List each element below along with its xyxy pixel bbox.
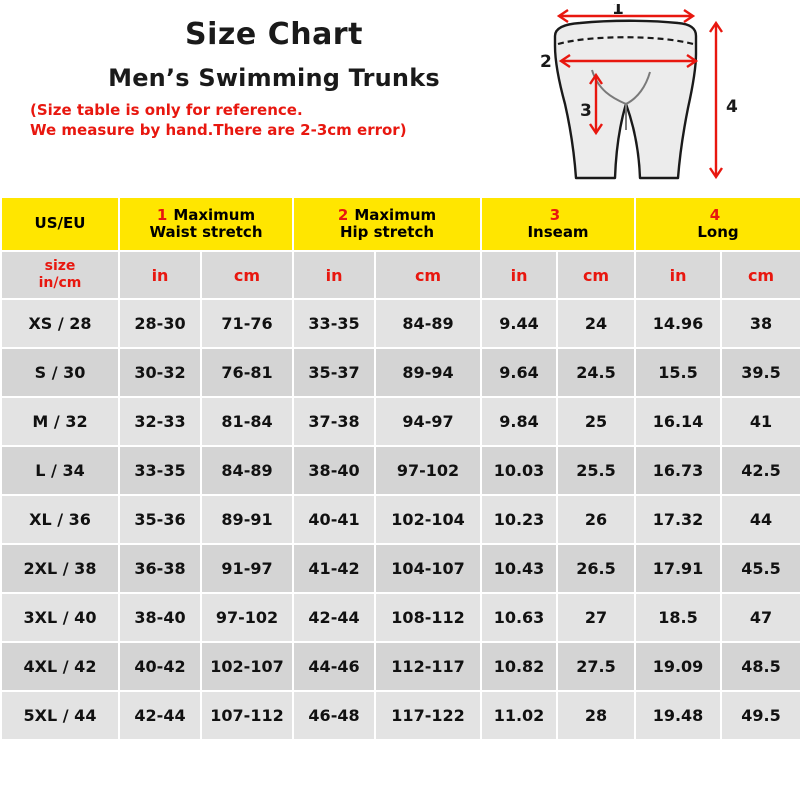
subheader-size-line2: in/cm [38,275,82,291]
cell-waist-in: 38-40 [119,593,201,642]
cell-long-cm: 41 [721,397,800,446]
cell-hip-in: 33-35 [293,299,375,348]
svg-text:1: 1 [612,4,624,19]
cell-inseam-cm: 26.5 [557,544,635,593]
cell-hip-in: 40-41 [293,495,375,544]
cell-long-cm: 38 [721,299,800,348]
cell-hip-in: 35-37 [293,348,375,397]
cell-size: 4XL / 42 [1,642,119,691]
header-inseam [481,197,635,251]
cell-waist-in: 40-42 [119,642,201,691]
table-row [1,495,800,544]
cell-inseam-cm: 27 [557,593,635,642]
reference-note-line-2: We measure by hand.There are 2-3cm error) [30,121,407,140]
cell-size: S / 30 [1,348,119,397]
header-hip-line2: Hip stretch [339,223,435,241]
cell-inseam-in: 9.64 [481,348,557,397]
header-hip-num: 2 [337,205,349,224]
cell-waist-cm: 97-102 [201,593,293,642]
cell-size: XS / 28 [1,299,119,348]
header-inseam-line1: Inseam [527,223,589,241]
table-row [1,397,800,446]
cell-long-in: 19.48 [635,691,721,740]
subheader-size [1,251,119,299]
svg-text:2: 2 [540,52,552,72]
cell-long-cm: 45.5 [721,544,800,593]
table-row [1,348,800,397]
subheader-long-cm: cm [721,251,800,299]
header-us-eu: US/EU [1,197,119,251]
cell-inseam-in: 10.43 [481,544,557,593]
table-row [1,593,800,642]
header-waist-line2: Waist stretch [149,223,263,241]
cell-long-cm: 39.5 [721,348,800,397]
cell-inseam-cm: 24.5 [557,348,635,397]
cell-size: L / 34 [1,446,119,495]
cell-inseam-in: 10.63 [481,593,557,642]
cell-size: M / 32 [1,397,119,446]
header [0,0,800,196]
svg-text:4: 4 [726,97,738,117]
reference-note [14,101,534,141]
cell-waist-cm: 84-89 [201,446,293,495]
subheader-inseam-in: in [481,251,557,299]
cell-waist-cm: 91-97 [201,544,293,593]
cell-long-in: 18.5 [635,593,721,642]
cell-hip-cm: 104-107 [375,544,481,593]
table-row [1,642,800,691]
cell-hip-cm: 108-112 [375,593,481,642]
cell-hip-in: 46-48 [293,691,375,740]
reference-note-line-1: (Size table is only for reference. [30,101,303,120]
cell-inseam-in: 10.03 [481,446,557,495]
cell-long-in: 17.91 [635,544,721,593]
cell-hip-cm: 94-97 [375,397,481,446]
cell-waist-in: 35-36 [119,495,201,544]
cell-hip-in: 37-38 [293,397,375,446]
cell-inseam-in: 9.84 [481,397,557,446]
subheader-size-line1: size [44,258,76,275]
cell-long-in: 15.5 [635,348,721,397]
cell-inseam-cm: 25.5 [557,446,635,495]
cell-long-in: 14.96 [635,299,721,348]
cell-long-cm: 48.5 [721,642,800,691]
cell-long-cm: 44 [721,495,800,544]
header-inseam-num: 3 [549,205,561,224]
svg-text:3: 3 [580,101,592,121]
trunks-illustration-svg [520,4,792,196]
cell-inseam-in: 9.44 [481,299,557,348]
title-block [14,18,534,141]
cell-waist-cm: 89-91 [201,495,293,544]
subheader-hip-cm: cm [375,251,481,299]
size-table [0,196,800,741]
cell-size: XL / 36 [1,495,119,544]
cell-size: 3XL / 40 [1,593,119,642]
cell-long-in: 17.32 [635,495,721,544]
page-subtitle: Men’s Swimming Trunks [108,63,440,92]
table-row [1,446,800,495]
cell-hip-in: 42-44 [293,593,375,642]
cell-hip-cm: 102-104 [375,495,481,544]
cell-inseam-cm: 24 [557,299,635,348]
cell-long-in: 16.14 [635,397,721,446]
cell-waist-in: 36-38 [119,544,201,593]
header-waist-line1: Maximum [173,205,256,224]
table-row [1,299,800,348]
table-row [1,691,800,740]
cell-hip-in: 41-42 [293,544,375,593]
cell-waist-in: 42-44 [119,691,201,740]
cell-waist-in: 33-35 [119,446,201,495]
cell-waist-cm: 102-107 [201,642,293,691]
cell-inseam-cm: 27.5 [557,642,635,691]
cell-inseam-cm: 25 [557,397,635,446]
cell-waist-in: 30-32 [119,348,201,397]
header-long-num: 4 [709,205,721,224]
cell-long-cm: 49.5 [721,691,800,740]
cell-hip-in: 38-40 [293,446,375,495]
header-waist-num: 1 [156,205,168,224]
cell-waist-cm: 76-81 [201,348,293,397]
cell-long-in: 19.09 [635,642,721,691]
cell-hip-cm: 84-89 [375,299,481,348]
header-waist [119,197,293,251]
header-long [635,197,800,251]
cell-inseam-in: 11.02 [481,691,557,740]
subheader-waist-in: in [119,251,201,299]
cell-inseam-cm: 26 [557,495,635,544]
swim-trunks-measure-diagram [520,4,792,196]
cell-size: 5XL / 44 [1,691,119,740]
cell-waist-cm: 107-112 [201,691,293,740]
cell-long-in: 16.73 [635,446,721,495]
cell-inseam-in: 10.82 [481,642,557,691]
table-subheader-row [1,251,800,299]
cell-hip-cm: 112-117 [375,642,481,691]
table-header-row [1,197,800,251]
cell-waist-in: 28-30 [119,299,201,348]
subheader-hip-in: in [293,251,375,299]
cell-hip-in: 44-46 [293,642,375,691]
cell-waist-in: 32-33 [119,397,201,446]
page-title: Size Chart [185,17,363,52]
cell-hip-cm: 89-94 [375,348,481,397]
header-hip [293,197,481,251]
cell-long-cm: 47 [721,593,800,642]
cell-waist-cm: 81-84 [201,397,293,446]
header-hip-line1: Maximum [354,205,437,224]
subheader-long-in: in [635,251,721,299]
cell-waist-cm: 71-76 [201,299,293,348]
subheader-waist-cm: cm [201,251,293,299]
cell-size: 2XL / 38 [1,544,119,593]
header-long-line1: Long [697,223,739,241]
cell-inseam-cm: 28 [557,691,635,740]
cell-long-cm: 42.5 [721,446,800,495]
table-row [1,544,800,593]
cell-hip-cm: 117-122 [375,691,481,740]
subheader-inseam-cm: cm [557,251,635,299]
cell-inseam-in: 10.23 [481,495,557,544]
cell-hip-cm: 97-102 [375,446,481,495]
